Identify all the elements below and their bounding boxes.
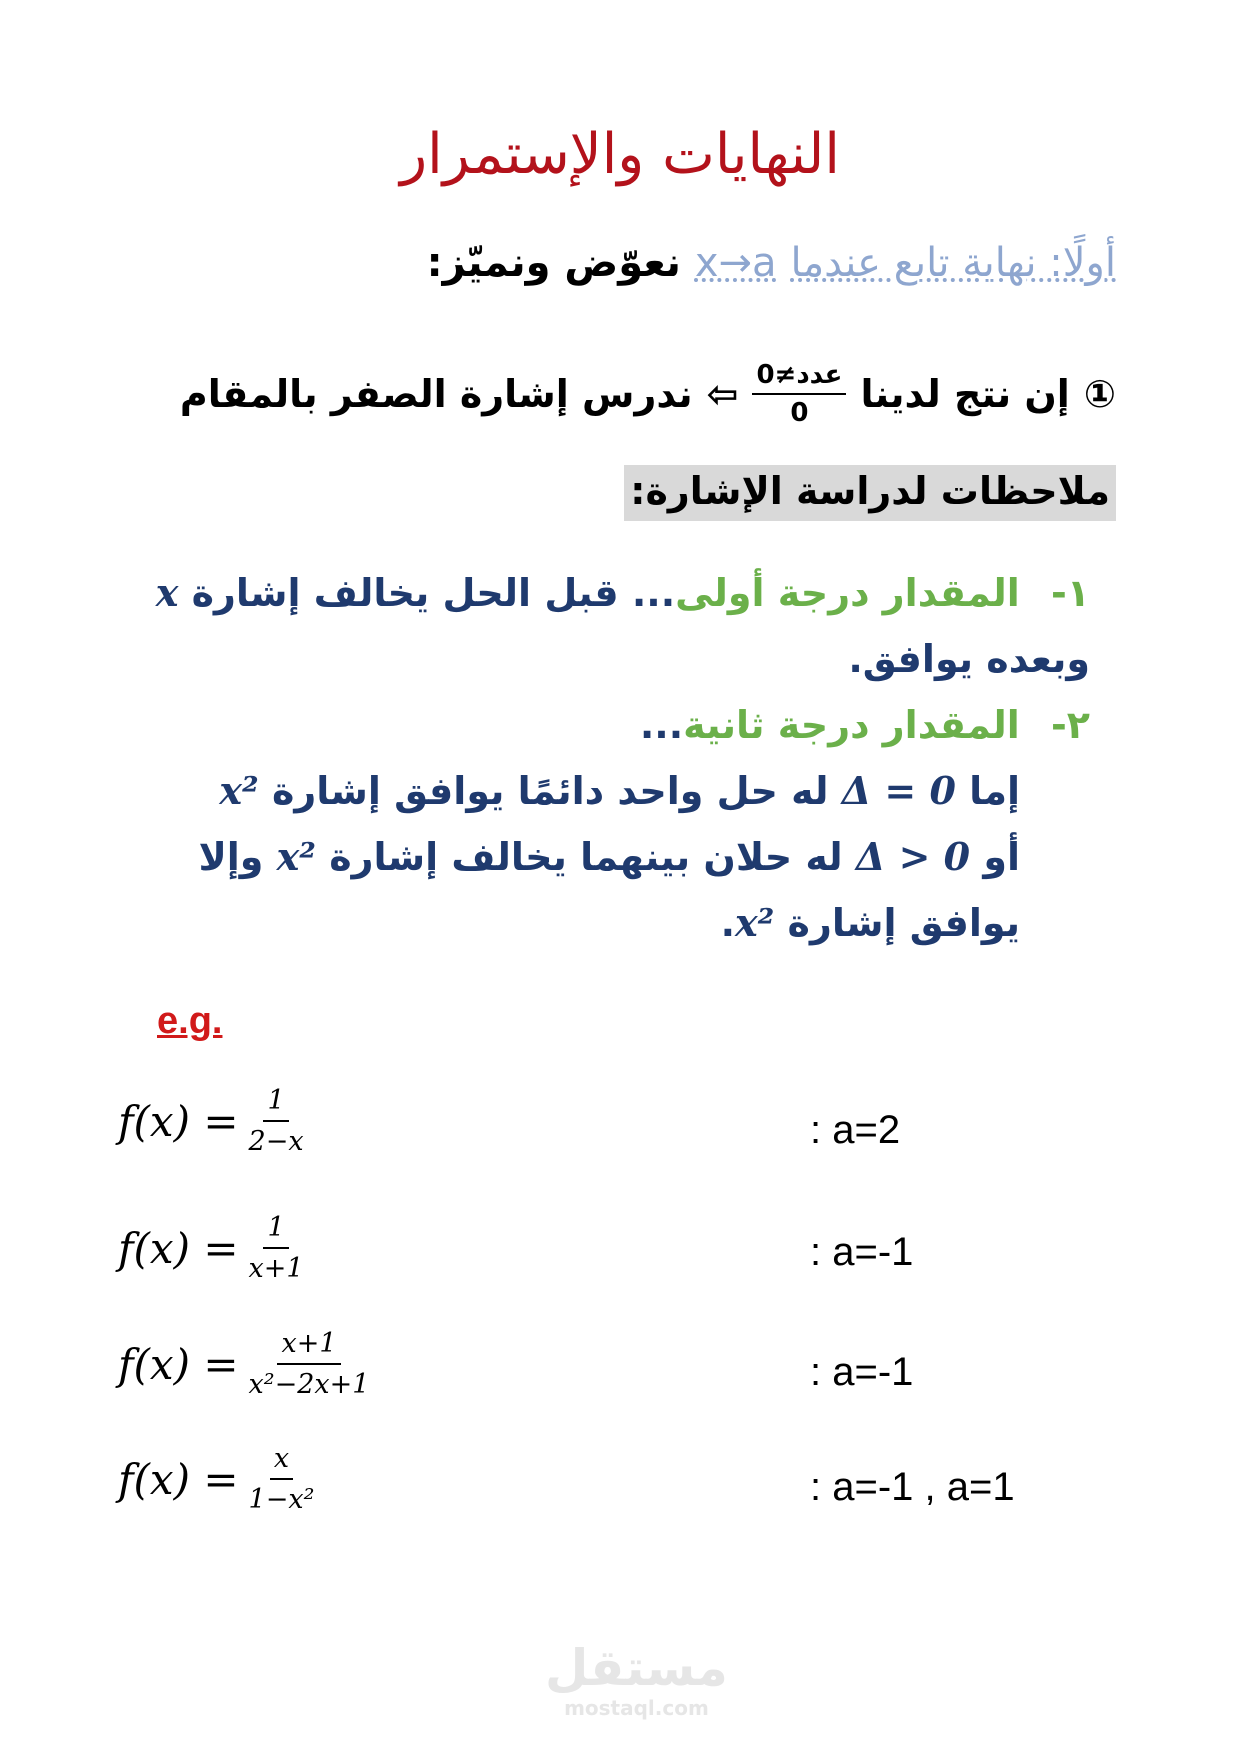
equation-numerator: 1 xyxy=(263,1212,288,1249)
note-one-text-a: ... قبل الحل يخالف إشارة xyxy=(191,571,676,615)
arrow-icon: ⇦ xyxy=(706,372,739,416)
example-label: e.g. xyxy=(157,1000,223,1042)
note-two xyxy=(110,692,1090,758)
example-condition: : a=-1 xyxy=(810,1230,914,1274)
equation-numerator: 1 xyxy=(263,1085,288,1122)
equation-fraction xyxy=(249,1085,304,1157)
note-two-line-two-x2: x² xyxy=(276,834,316,879)
watermark-url: mostaql.com xyxy=(564,1696,709,1720)
note-two-dots: ... xyxy=(639,703,684,747)
section-heading-lead: أولًا: نهاية تابع عندما xyxy=(790,240,1116,286)
equation-fraction xyxy=(249,1212,304,1284)
note-two-line-one-x2: x² xyxy=(219,768,259,813)
example-equation xyxy=(118,1328,369,1400)
note-two-line-one-a: إما xyxy=(969,769,1020,813)
notes-heading: ملاحظات لدراسة الإشارة: xyxy=(624,465,1116,521)
rule-text-b: ندرس إشارة الصفر بالمقام xyxy=(179,372,693,416)
note-two-line-two-b: له حلان بينهما يخالف إشارة xyxy=(329,835,843,879)
rule-fraction-denominator: 0 xyxy=(790,398,809,428)
note-two-line-one-b: له حل واحد دائمًا يوافق إشارة xyxy=(271,769,829,813)
example-equation xyxy=(118,1085,304,1157)
note-two-end: . xyxy=(720,901,735,945)
example-condition: : a=-1 , a=1 xyxy=(810,1465,1015,1509)
equation-denominator: x+1 xyxy=(248,1253,304,1284)
rule-text-a: إن نتج لدينا xyxy=(860,372,1070,416)
note-one-green: المقدار درجة أولى xyxy=(675,571,1020,615)
note-two-line-two-a: أو xyxy=(983,835,1020,879)
note-two-line-two xyxy=(110,824,1090,956)
section-heading xyxy=(427,240,1116,286)
equation-lhs: f(x) = xyxy=(118,1454,239,1504)
example-condition: : a=-1 xyxy=(810,1350,914,1394)
note-two-green: المقدار درجة ثانية xyxy=(683,703,1020,747)
example-equation xyxy=(118,1443,314,1515)
page-title: النهايات والإستمرار xyxy=(400,122,840,187)
equation-lhs: f(x) = xyxy=(118,1339,239,1389)
watermark xyxy=(545,1640,728,1720)
note-one xyxy=(110,560,1090,692)
notes-list xyxy=(110,560,1090,956)
equation-numerator: x xyxy=(270,1443,293,1480)
equation-fraction xyxy=(249,1443,315,1515)
rule-fraction-numerator: عدد≠0 xyxy=(752,360,846,395)
note-two-line-two-math: Δ > 0 xyxy=(855,834,971,879)
watermark-logo: مستقل xyxy=(545,1639,728,1697)
equation-denominator: 2−x xyxy=(248,1126,304,1157)
rule-fraction xyxy=(752,360,846,428)
note-one-marker: ١- xyxy=(1051,571,1090,615)
equation-lhs: f(x) = xyxy=(118,1223,239,1273)
equation-numerator: x+1 xyxy=(277,1328,340,1365)
equation-lhs: f(x) = xyxy=(118,1096,239,1146)
rule-one xyxy=(180,360,1116,428)
example-condition: : a=2 xyxy=(810,1108,901,1152)
note-two-marker: ٢- xyxy=(1051,703,1090,747)
equation-fraction xyxy=(249,1328,370,1400)
note-two-line-one-math: Δ = 0 xyxy=(841,768,956,813)
note-two-line-two-x2-end: x² xyxy=(735,900,775,945)
note-two-line-one xyxy=(110,758,1090,824)
section-heading-rest: نعوّض ونميّز: xyxy=(426,240,681,286)
example-equation xyxy=(118,1212,304,1284)
note-one-var: x xyxy=(155,570,179,615)
note-two-line-two-c: وإلا يوافق إشارة xyxy=(198,835,1020,945)
equation-denominator: x²−2x+1 xyxy=(248,1369,370,1400)
equation-denominator: 1−x² xyxy=(248,1484,315,1515)
section-heading-limit: x→a xyxy=(694,240,777,286)
rule-marker: ① xyxy=(1083,372,1116,416)
note-one-text-b: وبعده يوافق. xyxy=(848,637,1090,681)
